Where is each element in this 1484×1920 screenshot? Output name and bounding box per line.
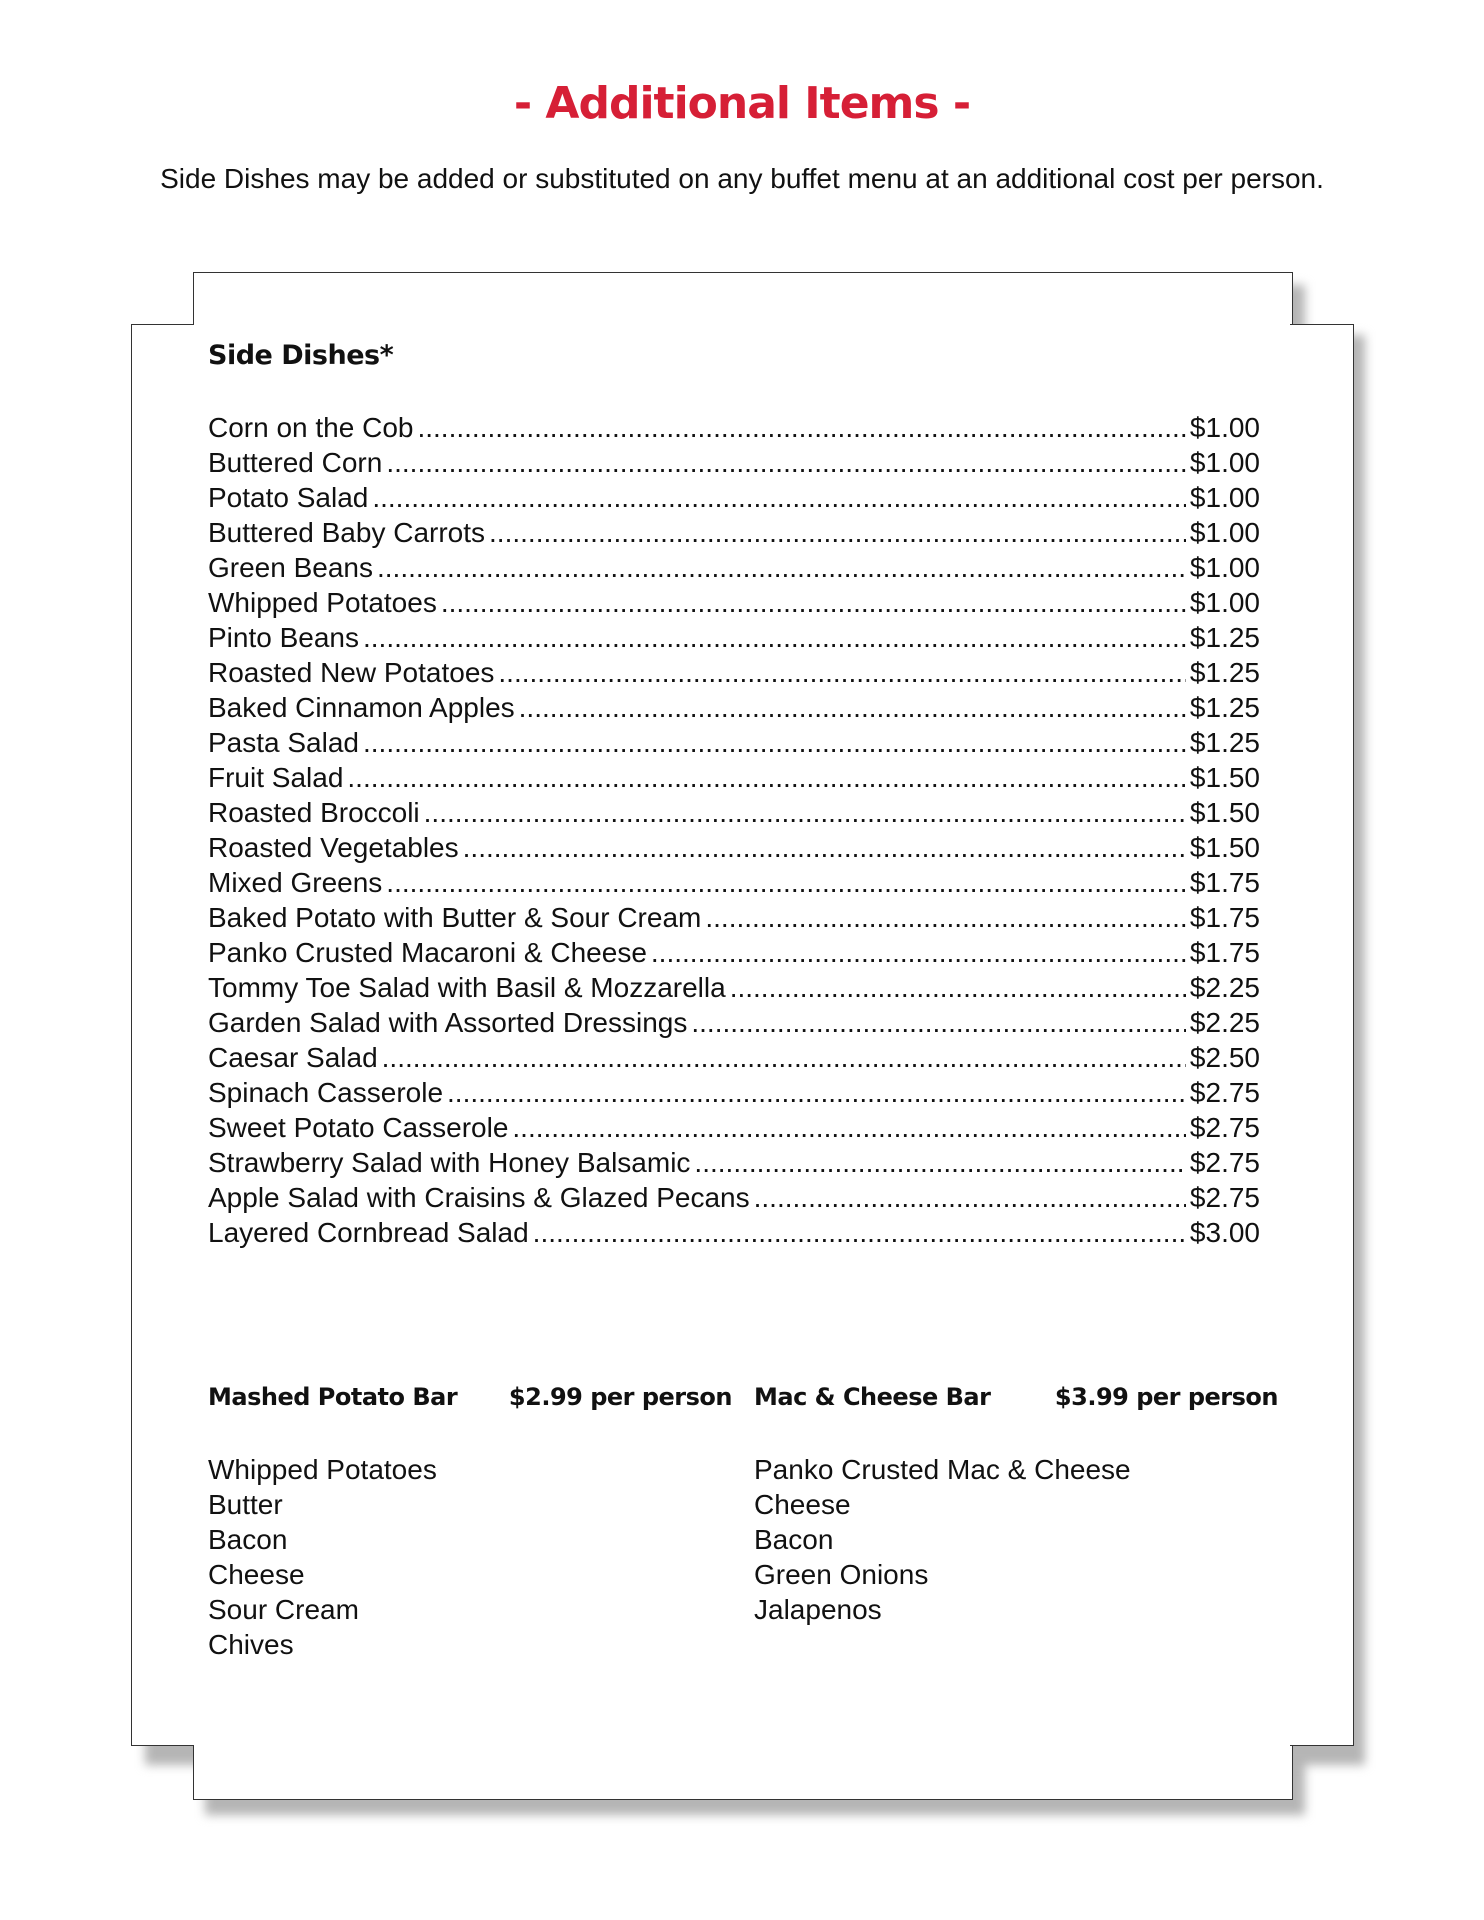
dish-row xyxy=(208,482,1260,517)
dot-leader xyxy=(705,902,1186,934)
dish-row xyxy=(208,1077,1260,1112)
dish-name: Baked Cinnamon Apples xyxy=(208,692,515,723)
dot-leader xyxy=(730,972,1186,1004)
dish-row xyxy=(208,552,1260,587)
dot-leader xyxy=(363,622,1186,654)
dish-row xyxy=(208,1112,1260,1147)
dish-price: $1.50 xyxy=(1189,762,1260,793)
dot-leader xyxy=(651,937,1186,969)
dish-name: Corn on the Cob xyxy=(208,412,414,443)
mashed-potato-bar-header xyxy=(208,1383,732,1411)
dish-row xyxy=(208,1042,1260,1077)
dish-price: $2.75 xyxy=(1189,1182,1260,1213)
page-title: - Additional Items - xyxy=(513,78,971,129)
dish-name: Pasta Salad xyxy=(208,727,359,758)
dish-row xyxy=(208,692,1260,727)
dish-row xyxy=(208,867,1260,902)
dish-price: $1.75 xyxy=(1189,937,1260,968)
page-subtitle: Side Dishes may be added or substituted on any buffet menu at an additional cost per person. xyxy=(160,163,1324,194)
dot-leader xyxy=(372,482,1186,514)
dish-price: $1.00 xyxy=(1189,482,1260,513)
bar-item: Cheese xyxy=(754,1489,851,1520)
dish-name: Green Beans xyxy=(208,552,373,583)
dish-name: Apple Salad with Craisins & Glazed Pecans xyxy=(208,1182,750,1213)
dish-price: $2.75 xyxy=(1189,1077,1260,1108)
dot-leader xyxy=(694,1147,1186,1179)
dish-name: Panko Crusted Macaroni & Cheese xyxy=(208,937,647,968)
dish-name: Whipped Potatoes xyxy=(208,587,437,618)
dish-price: $1.75 xyxy=(1189,867,1260,898)
dish-name: Spinach Casserole xyxy=(208,1077,444,1108)
mac-cheese-bar-header xyxy=(754,1383,1278,1411)
dish-price: $1.00 xyxy=(1189,517,1260,548)
dish-price: $1.50 xyxy=(1189,797,1260,828)
dish-price: $1.50 xyxy=(1189,832,1260,863)
dot-leader xyxy=(447,1077,1186,1109)
dish-row xyxy=(208,797,1260,832)
dish-row xyxy=(208,972,1260,1007)
dish-price: $1.25 xyxy=(1189,657,1260,688)
dish-name: Mixed Greens xyxy=(208,867,383,898)
dish-price: $1.25 xyxy=(1189,727,1260,758)
dot-leader xyxy=(347,762,1186,794)
dish-price: $1.25 xyxy=(1189,622,1260,653)
dish-name: Garden Salad with Assorted Dressings xyxy=(208,1007,688,1038)
dish-name: Baked Potato with Butter & Sour Cream xyxy=(208,902,702,933)
mac-cheese-bar-title: Mac & Cheese Bar xyxy=(754,1383,991,1411)
dish-row xyxy=(208,657,1260,692)
dot-leader xyxy=(533,1217,1186,1249)
dish-name: Caesar Salad xyxy=(208,1042,378,1073)
dish-price: $2.50 xyxy=(1189,1042,1260,1073)
dish-price: $1.25 xyxy=(1189,692,1260,723)
dish-price: $1.75 xyxy=(1189,902,1260,933)
dish-row xyxy=(208,447,1260,482)
bar-item: Butter xyxy=(208,1489,283,1520)
bar-item: Jalapenos xyxy=(754,1594,882,1625)
dish-name: Roasted Broccoli xyxy=(208,797,420,828)
dish-row xyxy=(208,1182,1260,1217)
dish-name: Tommy Toe Salad with Basil & Mozzarella xyxy=(208,972,726,1003)
dish-name: Fruit Salad xyxy=(208,762,344,793)
dot-leader xyxy=(363,727,1186,759)
dot-leader xyxy=(424,797,1186,829)
mac-cheese-bar-price: $3.99 per person xyxy=(1054,1383,1278,1411)
dot-leader xyxy=(463,832,1186,864)
dish-price: $2.25 xyxy=(1189,972,1260,1003)
dish-name: Sweet Potato Casserole xyxy=(208,1112,509,1143)
dish-row xyxy=(208,1147,1260,1182)
dish-price: $1.00 xyxy=(1189,412,1260,443)
mashed-potato-bar-list xyxy=(208,1452,437,1662)
dish-price: $3.00 xyxy=(1189,1217,1260,1248)
dish-name: Pinto Beans xyxy=(208,622,359,653)
side-dishes-list xyxy=(208,412,1260,1252)
dish-row xyxy=(208,517,1260,552)
dish-price: $2.25 xyxy=(1189,1007,1260,1038)
dish-price: $2.75 xyxy=(1189,1112,1260,1143)
dish-name: Buttered Corn xyxy=(208,447,383,478)
mashed-potato-bar-price: $2.99 per person xyxy=(508,1383,732,1411)
bar-item: Green Onions xyxy=(754,1559,929,1590)
mashed-potato-bar-title: Mashed Potato Bar xyxy=(208,1383,458,1411)
dish-name: Potato Salad xyxy=(208,482,369,513)
bar-item: Whipped Potatoes xyxy=(208,1454,437,1485)
bar-item: Cheese xyxy=(208,1559,305,1590)
bar-item: Chives xyxy=(208,1629,294,1660)
dish-row xyxy=(208,902,1260,937)
mac-cheese-bar-list xyxy=(754,1452,1131,1627)
dot-leader xyxy=(754,1182,1186,1214)
bar-item: Bacon xyxy=(208,1524,288,1555)
dish-name: Buttered Baby Carrots xyxy=(208,517,486,548)
dot-leader xyxy=(441,587,1186,619)
dish-row xyxy=(208,1007,1260,1042)
bar-item: Sour Cream xyxy=(208,1594,359,1625)
dot-leader xyxy=(386,867,1186,899)
dish-row xyxy=(208,1217,1260,1252)
bar-item: Bacon xyxy=(754,1524,834,1555)
dot-leader xyxy=(386,447,1186,479)
dish-row xyxy=(208,832,1260,867)
dot-leader xyxy=(519,692,1186,724)
dish-name: Roasted Vegetables xyxy=(208,832,459,863)
bar-item: Panko Crusted Mac & Cheese xyxy=(754,1454,1131,1485)
dish-price: $1.00 xyxy=(1189,552,1260,583)
dot-leader xyxy=(498,657,1186,689)
dot-leader xyxy=(691,1007,1186,1039)
dish-row xyxy=(208,762,1260,797)
dot-leader xyxy=(512,1112,1186,1144)
dish-row xyxy=(208,727,1260,762)
dot-leader xyxy=(377,552,1186,584)
dish-row xyxy=(208,622,1260,657)
side-dishes-section xyxy=(208,340,1266,371)
dish-row xyxy=(208,587,1260,622)
dish-price: $2.75 xyxy=(1189,1147,1260,1178)
dish-name: Roasted New Potatoes xyxy=(208,657,495,688)
dot-leader xyxy=(382,1042,1186,1074)
dish-row xyxy=(208,412,1260,447)
dot-leader xyxy=(489,517,1186,549)
dish-row xyxy=(208,937,1260,972)
dot-leader xyxy=(417,412,1185,444)
dish-name: Strawberry Salad with Honey Balsamic xyxy=(208,1147,691,1178)
side-dishes-title: Side Dishes* xyxy=(208,340,394,371)
dish-price: $1.00 xyxy=(1189,587,1260,618)
dish-name: Layered Cornbread Salad xyxy=(208,1217,529,1248)
dish-price: $1.00 xyxy=(1189,447,1260,478)
